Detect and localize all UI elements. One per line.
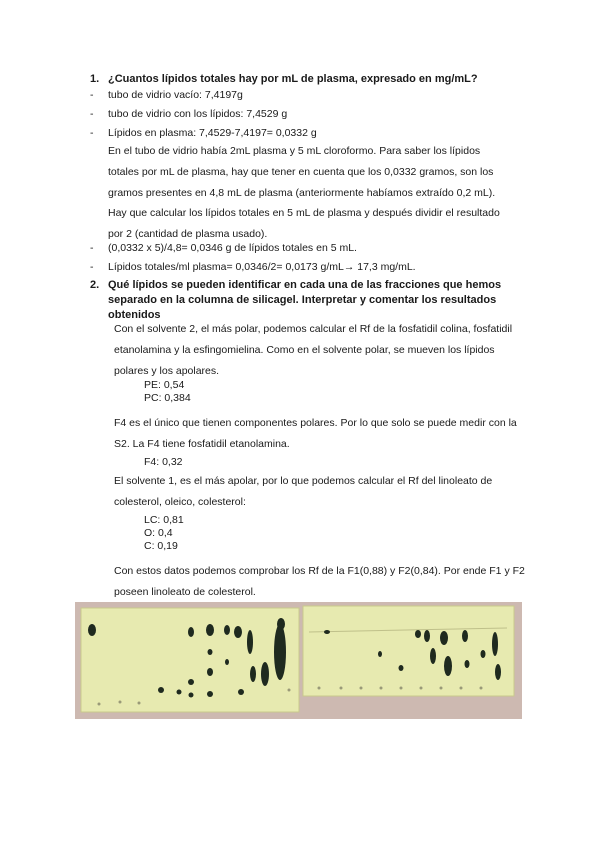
question-1-explanation: En el tubo de vidrio había 2mL plasma y 5 mL cloroformo. Para saber los lípidos totales por mL de plasma, hay que tener en cuenta que los 0,0332 gramos, son los gramos presentes en 4,8 mL de plasma (anteriormente habíamos extraído 0,2 mL). Hay que calcular los lípidos totales en 5 mL de plasma y después dividir el resultado por 2 (cantidad de plasma usado). — [108, 145, 500, 241]
list-item-text: Lípidos totales/ml plasma= 0,0346/2= 0,0173 g/mL→ 17,3 mg/mL. — [108, 261, 416, 273]
list-item-text: tubo de vidrio vacío: 7,4197g — [108, 89, 243, 101]
paragraph-solvent-1: El solvente 1, es el más apolar, por lo que podemos calcular el Rf del linoleato de colesterol, oleico, colesterol: — [114, 475, 493, 508]
tlc-plates-photo — [75, 602, 522, 719]
question-1-number: 1. — [90, 73, 100, 85]
paragraph-f4: F4 es el único que tienen componentes polares. Por lo que solo se puede medir con la S2. La F4 tiene fosfatidil etanolamina. — [114, 417, 517, 450]
paragraph-conclusion: Con estos datos podemos comprobar los Rf de la F1(0,88) y F2(0,84). Por ende F1 y F2 poseen linoleato de colesterol. — [114, 565, 525, 598]
question-2-number: 2. — [90, 279, 100, 291]
rf-value: O: 0,4 — [144, 527, 173, 539]
question-2-title: Qué lípidos se pueden identificar en cada una de las fracciones que hemos separado en la columna de silicagel. Interpretar y comentar los resultados obtenidos — [108, 279, 502, 321]
tlc-plates-illustration — [75, 602, 522, 719]
list-item-text: tubo de vidrio con los lípidos: 7,4529 g — [108, 108, 288, 120]
rf-value: LC: 0,81 — [144, 514, 184, 526]
list-item-text: Lípidos en plasma: 7,4529-7,4197= 0,0332 g — [108, 127, 317, 139]
rf-value: PE: 0,54 — [144, 379, 185, 391]
question-1-title: ¿Cuantos lípidos totales hay por mL de plasma, expresado en mg/mL? — [108, 73, 478, 85]
rf-value: PC: 0,384 — [144, 392, 191, 404]
rf-value-f4: F4: 0,32 — [144, 456, 183, 468]
list-item-text: (0,0332 x 5)/4,8= 0,0346 g de lípidos totales en 5 mL. — [108, 242, 357, 254]
rf-value: C: 0,19 — [144, 540, 178, 552]
paragraph-solvent-2: Con el solvente 2, el más polar, podemos calcular el Rf de la fosfatidil colina, fosfatidil etanolamina y la esfingomielina. Como en el solvente polar, se mueven los lípidos polares y los apolares. — [114, 323, 513, 377]
document-page: 1. ¿Cuantos lípidos totales hay por mL de plasma, expresado en mg/mL? - tubo de vidrio vacío: 7,4197g - tubo de vidrio con los lípidos: 7,4529 g - Lípidos en plasma: 7,4529-7,4197= 0,0332 g En el tubo de vidrio había 2mL plasma y 5 mL cloroformo. Para saber los lípidos totales por mL de plasma, hay que tener en cuenta que los 0,0332 gramos, son los gramos presentes en 4,8 mL de plasma (anteriormente habíamos extraído 0,2 mL). Hay que calcular los lípidos totales en 5 mL de plasma y después dividir el resultado por 2 (cantidad de plasma usado). - (0,0332 x 5)/4,8= 0,0346 g de lípidos totales en 5 mL. - Lípidos totales/ml plasma= 0,0346/2= 0,0173 g/mL→ 17,3 mg/mL. 2. Qué lípidos se pueden identificar en cada una de las fracciones que hemos separado en la columna de silicagel. Interpretar y comentar los resultados obtenidos Con el solvente 2, el más polar, podemos calcular el Rf de la fosfatidil colina, fosfatidil etanolamina y la esfingomielina. Como en el solvente polar, se mueven los lípidos polares y los apolares. PE: 0,54 PC: 0,384 F4 es el único que tienen componentes polares. Por lo que solo se puede medir con la S2. La F4 tiene fosfatidil etanolamina. F4: 0,32 El solvente 1, es el más apolar, por lo que podemos calcular el Rf del linoleato de colesterol, oleico, colesterol: LC: 0,81 O: 0,4 C: 0,19 Con estos datos podemos comprobar los Rf de la F1(0,88) y F2(0,84). Por ende F1 y F2 poseen linoleato de colesterol. — [0, 0, 600, 848]
